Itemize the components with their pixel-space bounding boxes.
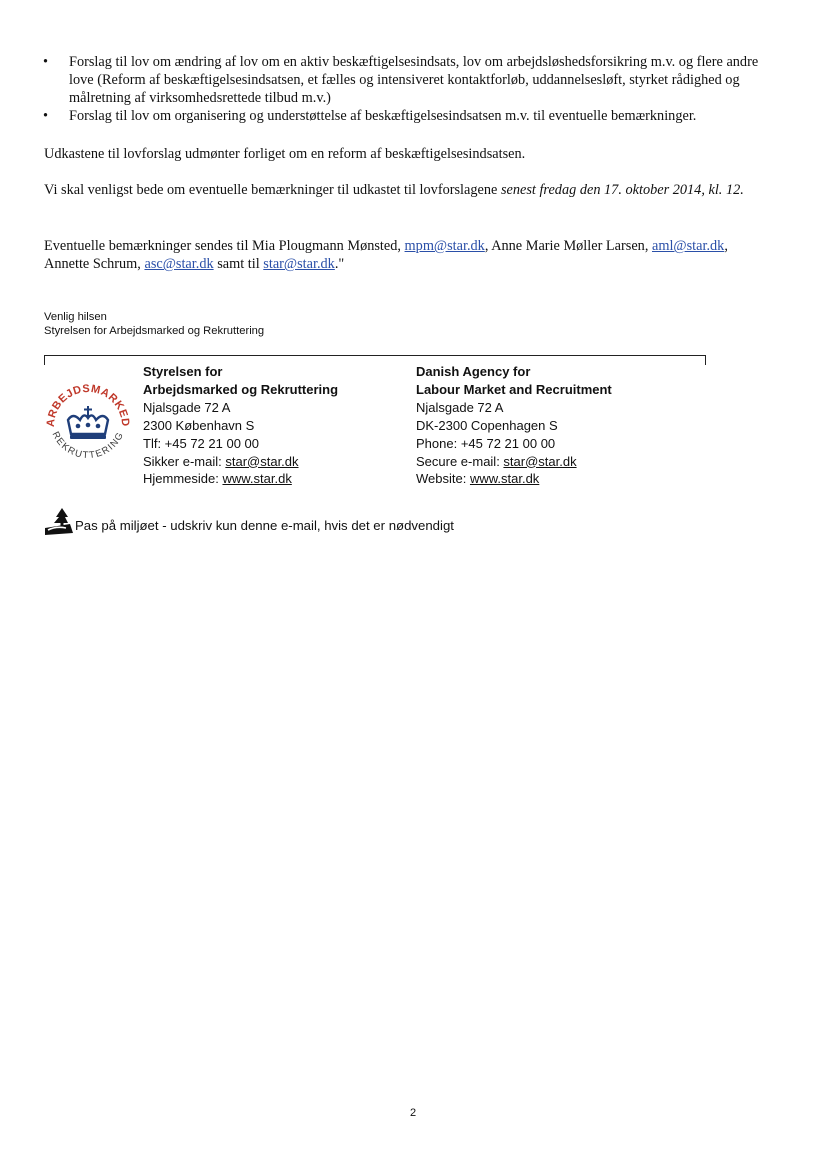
contact-email-link[interactable]: star@star.dk <box>225 453 299 469</box>
contact-phone: Phone: +45 72 21 00 00 <box>416 435 556 451</box>
contact-web-label: Website: <box>416 471 470 487</box>
agency-logo-emblem <box>40 376 136 472</box>
paragraph-deadline <box>44 181 764 199</box>
list-item-text: Forslag til lov om ændring af lov om en aktiv beskæftigelsesindsats, lov om arbejdsløshedsforsikring m.v. og flere andre love (Reform af beskæftigelsesindsatsen, et fælles og intensiveret kontaktforløb, uddannelsesløft, styrket rådighed og målretning af virksomhedsrettede tilbud m.v.) <box>69 54 759 106</box>
signature-organization: Styrelsen for Arbejdsmarked og Rekruttering <box>44 325 265 337</box>
agency-logo <box>40 376 136 472</box>
deadline-date: senest fredag den 17. oktober 2014, kl. 12. <box>500 182 744 198</box>
contact-city: DK-2300 Copenhagen S <box>416 417 558 433</box>
contacts-text: samt til <box>213 256 264 272</box>
eco-notice-text: Pas på miljøet - udskriv kun denne e-mail, hvis det er nødvendigt <box>75 518 454 533</box>
email-link-star[interactable]: star@star.dk <box>263 256 335 272</box>
contacts-text: Eventuelle bemærkninger sendes til Mia Plougmann Mønsted, <box>44 238 405 254</box>
bullet-marker: • <box>43 54 49 70</box>
signature-frame-line <box>44 355 706 356</box>
bullet-marker: • <box>43 108 49 124</box>
contact-email-label: Secure e-mail: <box>416 453 504 469</box>
contact-email-row <box>416 453 612 471</box>
proposal-list <box>40 53 760 125</box>
email-link-mpm[interactable]: mpm@star.dk <box>404 238 485 254</box>
page-number: 2 <box>409 1107 417 1119</box>
contact-address: Njalsgade 72 A <box>416 399 504 415</box>
signature-frame-corner-right <box>705 355 706 365</box>
paragraph-contacts <box>44 237 764 273</box>
list-item <box>40 53 760 107</box>
eco-notice <box>44 506 454 536</box>
contact-web-link[interactable]: www.star.dk <box>222 471 292 487</box>
contact-heading: Styrelsen for <box>143 364 223 379</box>
contact-heading: Labour Market and Recruitment <box>416 381 612 397</box>
paragraph-reform: Udkastene til lovforslag udmønter forliget om en reform af beskæftigelsesindsatsen. <box>44 146 526 162</box>
contact-web-link[interactable]: www.star.dk <box>469 471 540 487</box>
contact-web-row <box>416 470 612 488</box>
logo-arc-top-text: ARBEJDSMARKED <box>44 382 132 428</box>
contacts-text: , Anne Marie Møller Larsen, <box>484 238 652 254</box>
deadline-request-text: Vi skal venligst bede om eventuelle bemærkninger til udkastet til lovforslagene <box>44 182 501 198</box>
logo-arc-bottom-text: REKRUTTERING <box>49 429 127 462</box>
contacts-text: ." <box>334 256 345 272</box>
contact-heading: Arbejdsmarked og Rekruttering <box>143 381 339 397</box>
contact-heading: Danish Agency for <box>416 364 531 379</box>
contact-email-link[interactable]: star@star.dk <box>503 453 577 469</box>
contacts-text: , Annette Schrum, <box>44 238 728 272</box>
contact-address: Njalsgade 72 A <box>143 399 231 415</box>
contact-web-label: Hjemmeside: <box>143 471 223 487</box>
tree-printer-icon <box>44 506 74 536</box>
contact-block-english <box>416 363 612 488</box>
list-item <box>40 107 760 125</box>
contact-email-row <box>143 453 338 471</box>
signature-frame-corner-left <box>44 355 45 365</box>
crown-icon <box>68 406 108 439</box>
email-link-asc[interactable]: asc@star.dk <box>144 256 214 272</box>
contact-block-danish <box>143 363 338 488</box>
contact-city: 2300 København S <box>143 417 255 433</box>
email-link-aml[interactable]: aml@star.dk <box>651 238 725 254</box>
contact-email-label: Sikker e-mail: <box>143 453 226 469</box>
list-item-text: Forslag til lov om organisering og understøttelse af beskæftigelsesindsatsen m.v. til eventuelle bemærkninger. <box>69 108 697 124</box>
signature-greeting: Venlig hilsen <box>44 311 107 323</box>
contact-web-row <box>143 470 338 488</box>
contact-phone: Tlf: +45 72 21 00 00 <box>143 435 260 451</box>
